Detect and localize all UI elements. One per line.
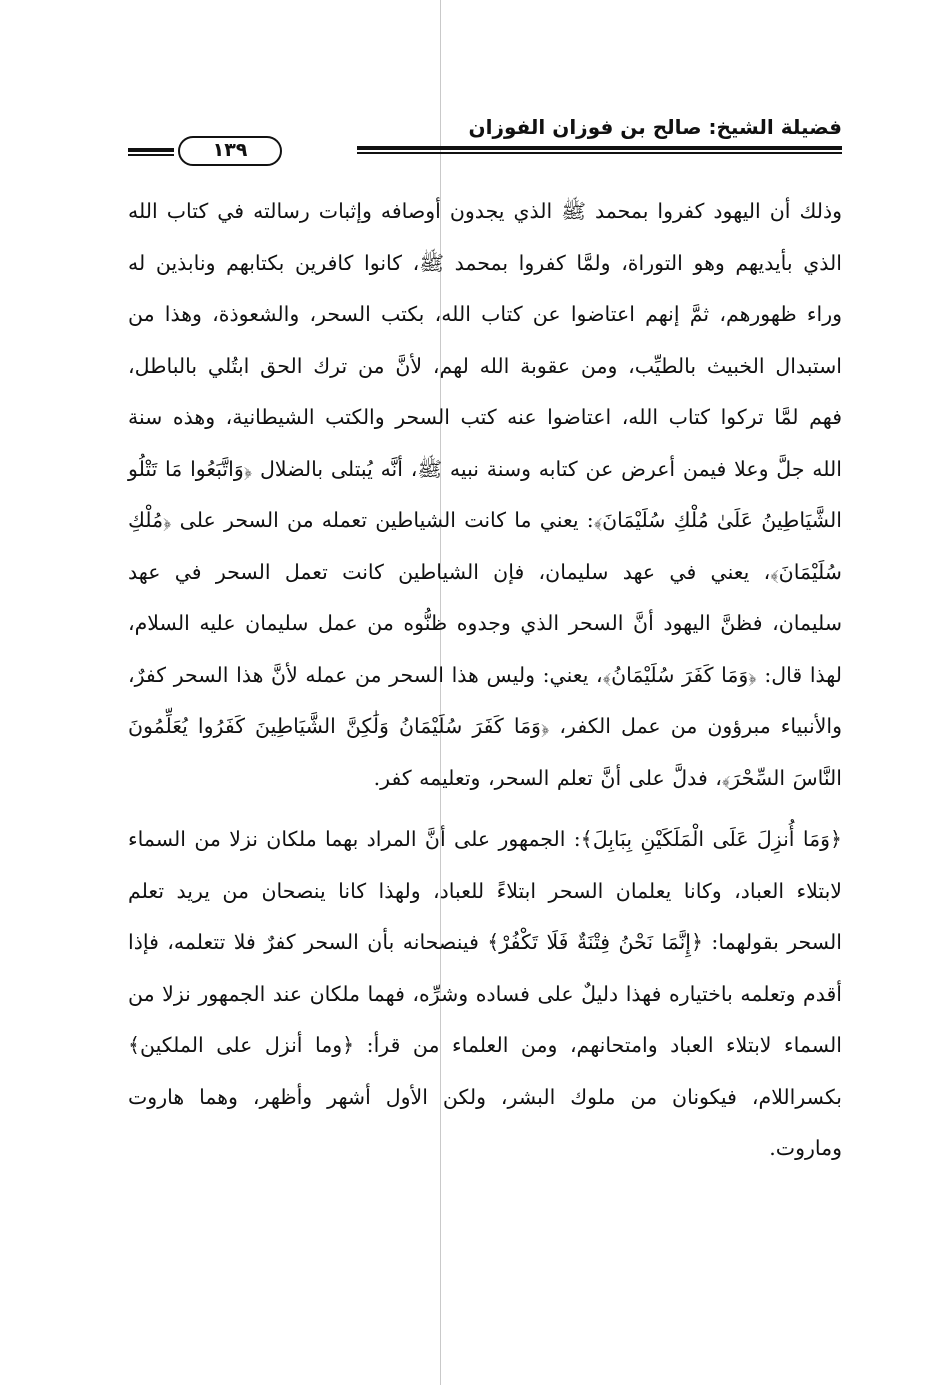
paragraph-1: وذلك أن اليهود كفروا بمحمد ﷺ الذي يجدون أوصافه وإثبات رسالته في كتاب الله الذي بأيديهم وهو التوراة، ولمَّا كفروا بمحمد ﷺ، كانوا كافرين بكتابهم ونابذين له وراء ظهورهم، ثمَّ إنهم اعتاضوا عن كتاب الله، بكتب السحر، والشعوذة، وهذا من استبدال الخبيث بالطيِّب، ومن عقوبة الله لهم، لأنَّ من ترك الحق ابتُلي بالباطل، فهم لمَّا تركوا كتاب الله، اعتاضوا عنه كتب السحر والكتب الشيطانية، وهذه سنة الله جلَّ وعلا فيمن أعرض عن كتابه وسنة نبيه ﷺ، أنَّه يُبتلى بالضلال ﴿وَاتَّبَعُوا مَا تَتْلُو الشَّيَاطِينُ عَلَىٰ مُلْكِ سُلَيْمَانَ﴾: يعني ما كانت الشياطين تعمله من السحر على ﴿مُلْكِ سُلَيْمَانَ﴾، يعني في عهد سليمان، فإن الشياطين كانت تعمل السحر في عهد سليمان، فظنَّ اليهود أنَّ السحر الذي وجدوه ظنُّوه من عمل سليمان عليه السلام، لهذا قال: ﴿وَمَا كَفَرَ سُلَيْمَانُ﴾، يعني: وليس هذا السحر من عمله لأنَّ هذا السحر كفرٌ، والأنبياء مبرؤون من عمل الكفر، ﴿وَمَا كَفَرَ سُلَيْمَانُ وَلَٰكِنَّ الشَّيَاطِينَ كَفَرُوا يُعَلِّمُونَ النَّاسَ السِّحْرَ﴾، فدلَّ على أنَّ تعلم السحر، وتعليمه كفر. <box>128 199 842 790</box>
header-rule-left-thin <box>128 154 174 156</box>
page-header <box>128 108 842 168</box>
paragraph-2: ﴿وَمَا أُنزِلَ عَلَى الْمَلَكَيْنِ بِبَابِلَ﴾: الجمهور على أنَّ المراد بهما ملكان نزلا من السماء لابتلاء العباد، وكانا يعلمان السحر ابتلاءً للعباد، ولهذا كانا ينصحان من يريد تعلم السحر بقولهما: ﴿إِنَّمَا نَحْنُ فِتْنَةٌ فَلَا تَكْفُرْ﴾ فينصحانه بأن السحر كفرٌ فلا تتعلمه، فإذا أقدم وتعلمه باختياره فهذا دليلٌ على فساده وشرِّه، فهما ملكان عند الجمهور نزلا من السماء لابتلاء العباد وامتحانهم، ومن العلماء من قرأ: ﴿وما أنزل على الملكين﴾ بكسراللام، فيكونان من ملوك البشر، ولكن الأول أشهر وأظهر، وهما هاروت وماروت. <box>128 827 842 1160</box>
page-number: ١٣٩ <box>178 136 282 166</box>
header-rule-thin <box>357 152 842 154</box>
header-rule-thick <box>357 146 842 150</box>
header-rule-left-thick <box>128 148 174 152</box>
header-title: فضيلة الشيخ: صالح بن فوزان الفوزان <box>468 115 842 139</box>
body-text <box>128 186 842 1175</box>
